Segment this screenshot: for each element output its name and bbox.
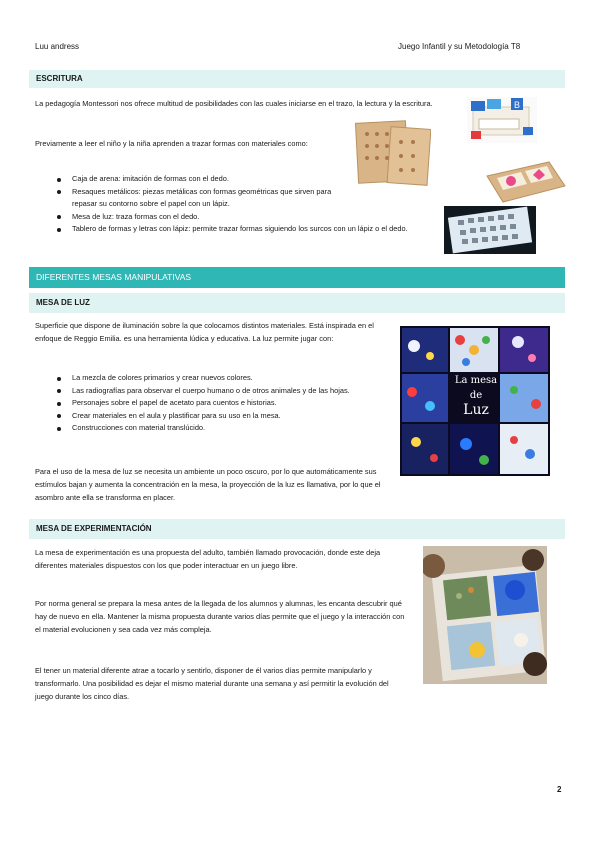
mesa-luz-outro: Para el uso de la mesa de luz se necesita un ambiente un poco oscuro, por lo que automáticamente sus estímulos bajan y aumenta la concentración en la mesa, la proyección de la luz es llamativa, por lo que el asombro ante ella se transforma en placer. <box>35 467 381 502</box>
experimentation-table-image <box>423 546 547 684</box>
list-item: Las radiografías para observar el cuerpo humano o de otros animales y de las hojas. <box>35 385 395 398</box>
escritura-lead: Previamente a leer el niño y la niña aprenden a trazar formas con materiales como: <box>35 139 308 148</box>
list-item: La mezcla de colores primarios y crear nuevos colores. <box>35 372 395 385</box>
list-item: Tablero de formas y letras con lápiz: permite trazar formas siguiendo los surcos con un lápiz o el dedo. <box>35 223 430 236</box>
escritura-intro: La pedagogía Montessori nos ofrece multitud de posibilidades con las cuales iniciarse en el trazo, la lectura y la escritura. <box>35 99 433 108</box>
page-number: 2 <box>557 785 562 794</box>
mesa-luz-intro: Superficie que dispone de iluminación sobre la que colocamos distintos materiales. Está inspirada en el enfoque de Reggio Emilia. es una herramienta lúdica y educativa. La luz permite jugar con: <box>35 321 374 343</box>
light-table-collage-image <box>400 326 550 476</box>
list-item: Crear materiales en el aula y plastificar para su uso en la mesa. <box>35 410 395 423</box>
escritura-heading: ESCRITURA <box>29 70 565 88</box>
header-course: Juego Infantil y su Metodología T8 <box>398 42 521 51</box>
collage-title-line2: de <box>469 390 483 401</box>
svg-text:B: B <box>514 100 521 110</box>
collage-title-line1: La mesa <box>454 375 498 386</box>
mesa-exp-p3: El tener un material diferente atrae a tocarlo y sentirlo, disponer de él varios días permite manipularlo y transformarlo. Una posibilidad es dejar el mismo material durante una semana y así permitir la evolución del juego durante los cinco días. <box>35 666 389 701</box>
mesa-exp-heading: MESA DE EXPERIMENTACIÓN <box>29 519 565 539</box>
mesa-luz-list <box>35 372 395 435</box>
mesas-heading: DIFERENTES MESAS MANIPULATIVAS <box>29 267 565 288</box>
mesa-exp-p2: Por norma general se prepara la mesa antes de la llegada de los alumnos y alumnas, les encanta descubrir qué hay de nuevo en ella. Mantener la misma propuesta durante varios días permite que el juego y la interacción con el material evolucionen y sea cada vez más compleja. <box>35 599 405 634</box>
list-item: Mesa de luz: traza formas con el dedo. <box>35 211 430 224</box>
list-item: Construcciones con material translúcido. <box>35 422 395 435</box>
wooden-tracing-boards-image <box>355 118 431 188</box>
metal-insets-image <box>483 160 567 204</box>
list-item: Caja de arena: imitación de formas con el dedo. <box>35 173 352 186</box>
list-item: Personajes sobre el papel de acetato para cuentos e historias. <box>35 397 395 410</box>
mesa-exp-p1: La mesa de experimentación es una propuesta del adulto, también llamado provocación, donde este deja diferentes materiales dispuestos con los que poder interactuar en un juego libre. <box>35 548 381 570</box>
collage-title-line3: Luz <box>463 402 489 418</box>
list-item: Resaques metálicos: piezas metálicas con formas geométricas que sirven para repasar su contorno sobre el papel con un lápiz. <box>35 186 352 211</box>
light-table-letters-image <box>444 206 536 254</box>
header-author: Luu andress <box>35 42 80 51</box>
montessori-letters-image <box>467 97 537 143</box>
mesa-luz-heading: MESA DE LUZ <box>29 293 565 313</box>
collage-title <box>448 373 504 425</box>
